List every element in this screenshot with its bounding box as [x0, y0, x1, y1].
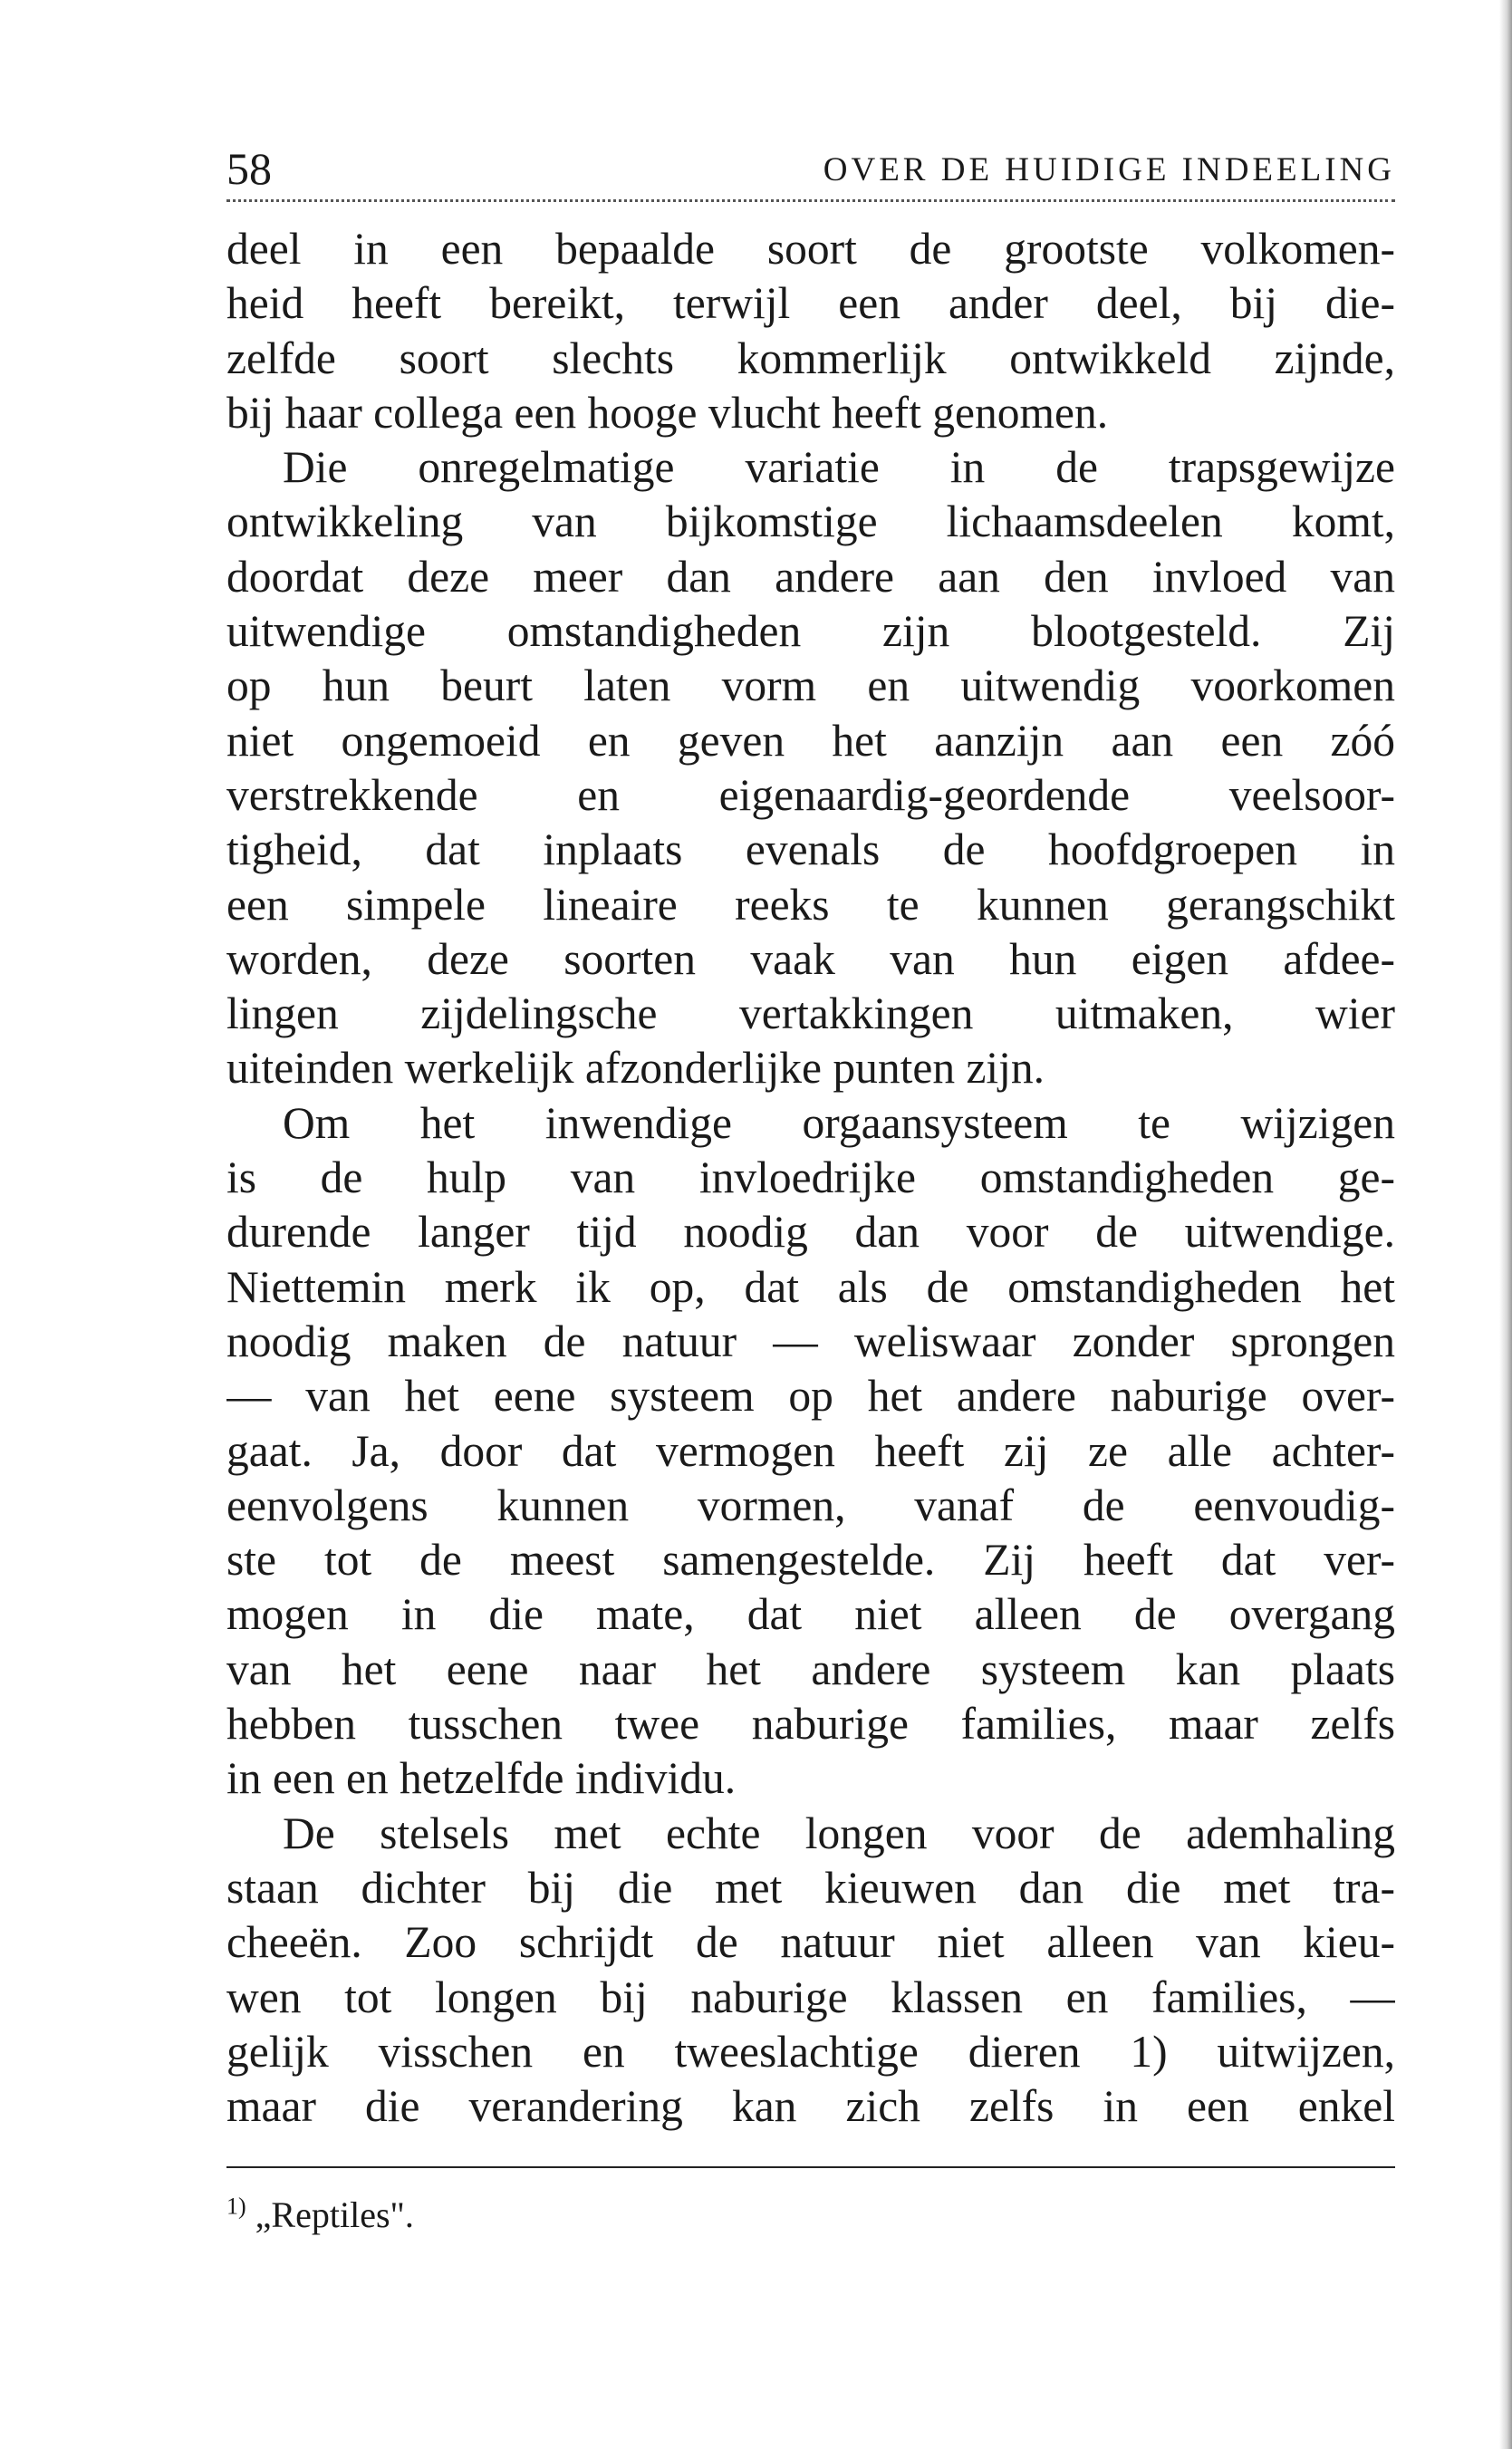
text-line: De stelsels met echte longen voor de ademhaling — [283, 1808, 1395, 1858]
text-line: heid heeft bereikt, terwijl een ander deel, bij die- — [226, 278, 1395, 329]
text-line: verstrekkende en eigenaardig-geordende veelsoor- — [226, 769, 1395, 820]
footnote — [226, 2193, 1395, 2237]
text-line: hebben tusschen twee naburige families, maar zelfs — [226, 1699, 1395, 1750]
text-line: op hun beurt laten vorm en uitwendig voorkomen — [226, 660, 1395, 711]
text-line: lingen zijdelingsche vertakkingen uitmaken, wier — [226, 988, 1395, 1039]
page-edge-shadow — [1499, 0, 1512, 2449]
text-line: tigheid, dat inplaats evenals de hoofdgroepen in — [226, 824, 1395, 875]
text-line: deel in een bepaalde soort de grootste volkomen- — [226, 224, 1395, 274]
text-line: bij haar collega een hooge vlucht heeft genomen. — [226, 387, 1109, 438]
text-line: — van het eene systeem op het andere naburige over- — [226, 1371, 1395, 1422]
text-line: mogen in die mate, dat niet alleen de overgang — [226, 1589, 1395, 1640]
text-line: gaat. Ja, door dat vermogen heeft zij ze alle achter- — [226, 1425, 1395, 1476]
text-line: Die onregelmatige variatie in de trapsgewijze — [283, 442, 1395, 493]
text-line: van het eene naar het andere systeem kan plaats — [226, 1644, 1395, 1694]
text-line: Niettemin merk ik op, dat als de omstandigheden het — [226, 1261, 1395, 1312]
text-line: staan dichter bij die met kieuwen dan die met tra- — [226, 1862, 1395, 1913]
page-number: 58 — [226, 143, 272, 194]
text-line: gelijk visschen en tweeslachtige dieren 1) uitwijzen, — [226, 2026, 1395, 2077]
text-line: is de hulp van invloedrijke omstandigheden ge- — [226, 1152, 1395, 1203]
text-line: cheeën. Zoo schrijdt de natuur niet alleen van kieu- — [226, 1917, 1395, 1968]
text-line: Om het inwendige orgaansysteem te wijzigen — [283, 1097, 1395, 1148]
text-line: ste tot de meest samengestelde. Zij heeft dat ver- — [226, 1535, 1395, 1586]
text-line: ontwikkeling van bijkomstige lichaamsdeelen komt, — [226, 497, 1395, 547]
body-text — [226, 222, 1395, 2134]
text-line: uiteinden werkelijk afzonderlijke punten zijn. — [226, 1043, 1045, 1094]
running-title: OVER DE HUIDIGE INDEELING — [823, 151, 1395, 188]
text-line: durende langer tijd noodig dan voor de uitwendige. — [226, 1207, 1395, 1258]
text-line: uitwendige omstandigheden zijn blootgesteld. Zij — [226, 606, 1395, 657]
text-line: niet ongemoeid en geven het aanzijn aan een zóó — [226, 715, 1395, 766]
footnote-rule — [226, 2166, 1395, 2168]
text-line: in een en hetzelfde individu. — [226, 1753, 737, 1804]
text-line: worden, deze soorten vaak van hun eigen afdee- — [226, 933, 1395, 984]
text-line: doordat deze meer dan andere aan den invloed van — [226, 551, 1395, 602]
book-page — [226, 136, 1395, 2237]
text-line: zelfde soort slechts kommerlijk ontwikkeld zijnde, — [226, 333, 1395, 383]
text-line: een simpele lineaire reeks te kunnen gerangschikt — [226, 879, 1395, 930]
text-line: maar die verandering kan zich zelfs in een enkel — [226, 2081, 1395, 2132]
running-head — [226, 136, 1395, 202]
footnote-marker: 1) — [226, 2193, 246, 2221]
text-line: eenvolgens kunnen vormen, vanaf de eenvoudig- — [226, 1480, 1395, 1530]
text-line: wen tot longen bij naburige klassen en families, — — [226, 1972, 1395, 2022]
footnote-text: „Reptiles". — [255, 2194, 414, 2236]
text-line: noodig maken de natuur — weliswaar zonder sprongen — [226, 1316, 1395, 1366]
